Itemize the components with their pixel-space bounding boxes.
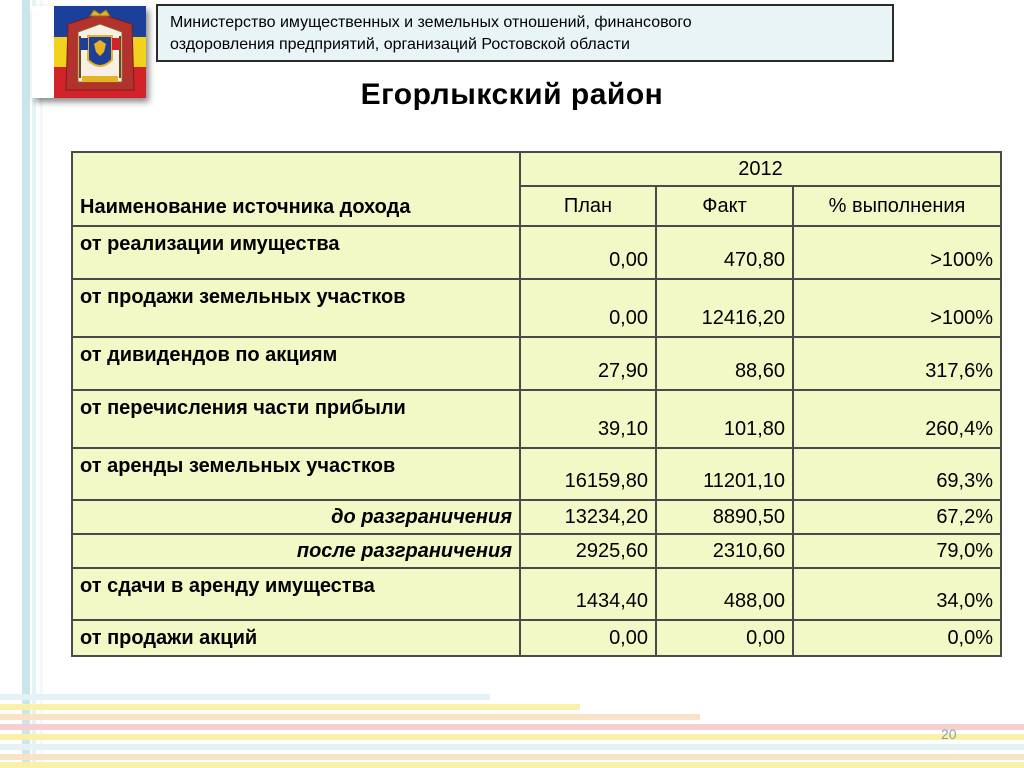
row-name: после разграничения bbox=[72, 534, 520, 568]
row-name: от продажи акций bbox=[72, 620, 520, 656]
decor-stripe bbox=[0, 724, 1024, 730]
decor-stripe bbox=[32, 0, 36, 768]
table-row bbox=[72, 226, 1001, 279]
row-fact: 0,00 bbox=[656, 620, 793, 656]
decor-stripe bbox=[0, 694, 490, 700]
row-fact: 11201,10 bbox=[656, 448, 793, 500]
ministry-name-line1: Министерство имущественных и земельных отношений, финансового bbox=[170, 14, 692, 31]
column-header-plan: План bbox=[520, 186, 656, 226]
decor-stripe bbox=[0, 744, 1024, 750]
row-pct: >100% bbox=[793, 226, 1001, 279]
row-pct: 317,6% bbox=[793, 337, 1001, 390]
decor-stripe bbox=[40, 0, 43, 768]
row-pct: 69,3% bbox=[793, 448, 1001, 500]
ministry-header bbox=[156, 4, 894, 62]
row-fact: 88,60 bbox=[656, 337, 793, 390]
table-row bbox=[72, 390, 1001, 448]
row-plan: 2925,60 bbox=[520, 534, 656, 568]
row-fact: 8890,50 bbox=[656, 500, 793, 534]
table-row bbox=[72, 448, 1001, 500]
row-fact: 2310,60 bbox=[656, 534, 793, 568]
row-pct: 67,2% bbox=[793, 500, 1001, 534]
row-name: от сдачи в аренду имущества bbox=[72, 568, 520, 620]
decor-stripe bbox=[0, 734, 1024, 740]
column-header-year: 2012 bbox=[520, 152, 1001, 186]
row-fact: 470,80 bbox=[656, 226, 793, 279]
decor-stripe bbox=[0, 754, 1024, 760]
table-row bbox=[72, 568, 1001, 620]
row-name: от реализации имущества bbox=[72, 226, 520, 279]
decor-stripe bbox=[0, 714, 700, 720]
row-plan: 1434,40 bbox=[520, 568, 656, 620]
page-title: Егорлыкский район bbox=[360, 78, 664, 111]
row-fact: 488,00 bbox=[656, 568, 793, 620]
row-name: от перечисления части прибыли bbox=[72, 390, 520, 448]
decor-stripe bbox=[0, 762, 1024, 768]
income-table bbox=[71, 151, 1002, 657]
row-fact: 12416,20 bbox=[656, 279, 793, 337]
row-pct: 79,0% bbox=[793, 534, 1001, 568]
table-row bbox=[72, 500, 1001, 534]
table-row bbox=[72, 337, 1001, 390]
row-plan: 0,00 bbox=[520, 226, 656, 279]
row-plan: 39,10 bbox=[520, 390, 656, 448]
decor-stripe bbox=[22, 0, 30, 768]
row-pct: 34,0% bbox=[793, 568, 1001, 620]
row-plan: 27,90 bbox=[520, 337, 656, 390]
page-number: 20 bbox=[941, 726, 957, 742]
row-name: от продажи земельных участков bbox=[72, 279, 520, 337]
row-pct: >100% bbox=[793, 279, 1001, 337]
row-plan: 0,00 bbox=[520, 620, 656, 656]
row-plan: 16159,80 bbox=[520, 448, 656, 500]
row-plan: 13234,20 bbox=[520, 500, 656, 534]
row-name: до разграничения bbox=[72, 500, 520, 534]
row-pct: 0,0% bbox=[793, 620, 1001, 656]
column-header-fact: Факт bbox=[656, 186, 793, 226]
row-fact: 101,80 bbox=[656, 390, 793, 448]
row-plan: 0,00 bbox=[520, 279, 656, 337]
ministry-name-line2: оздоровления предприятий, организаций Ростовской области bbox=[170, 36, 630, 53]
column-header-name: Наименование источника дохода bbox=[72, 152, 520, 226]
row-name: от дивидендов по акциям bbox=[72, 337, 520, 390]
decor-stripe bbox=[0, 704, 580, 710]
row-pct: 260,4% bbox=[793, 390, 1001, 448]
table-row bbox=[72, 620, 1001, 656]
row-name: от аренды земельных участков bbox=[72, 448, 520, 500]
column-header-pct: % выполнения bbox=[793, 186, 1001, 226]
table-row bbox=[72, 534, 1001, 568]
table-row bbox=[72, 279, 1001, 337]
